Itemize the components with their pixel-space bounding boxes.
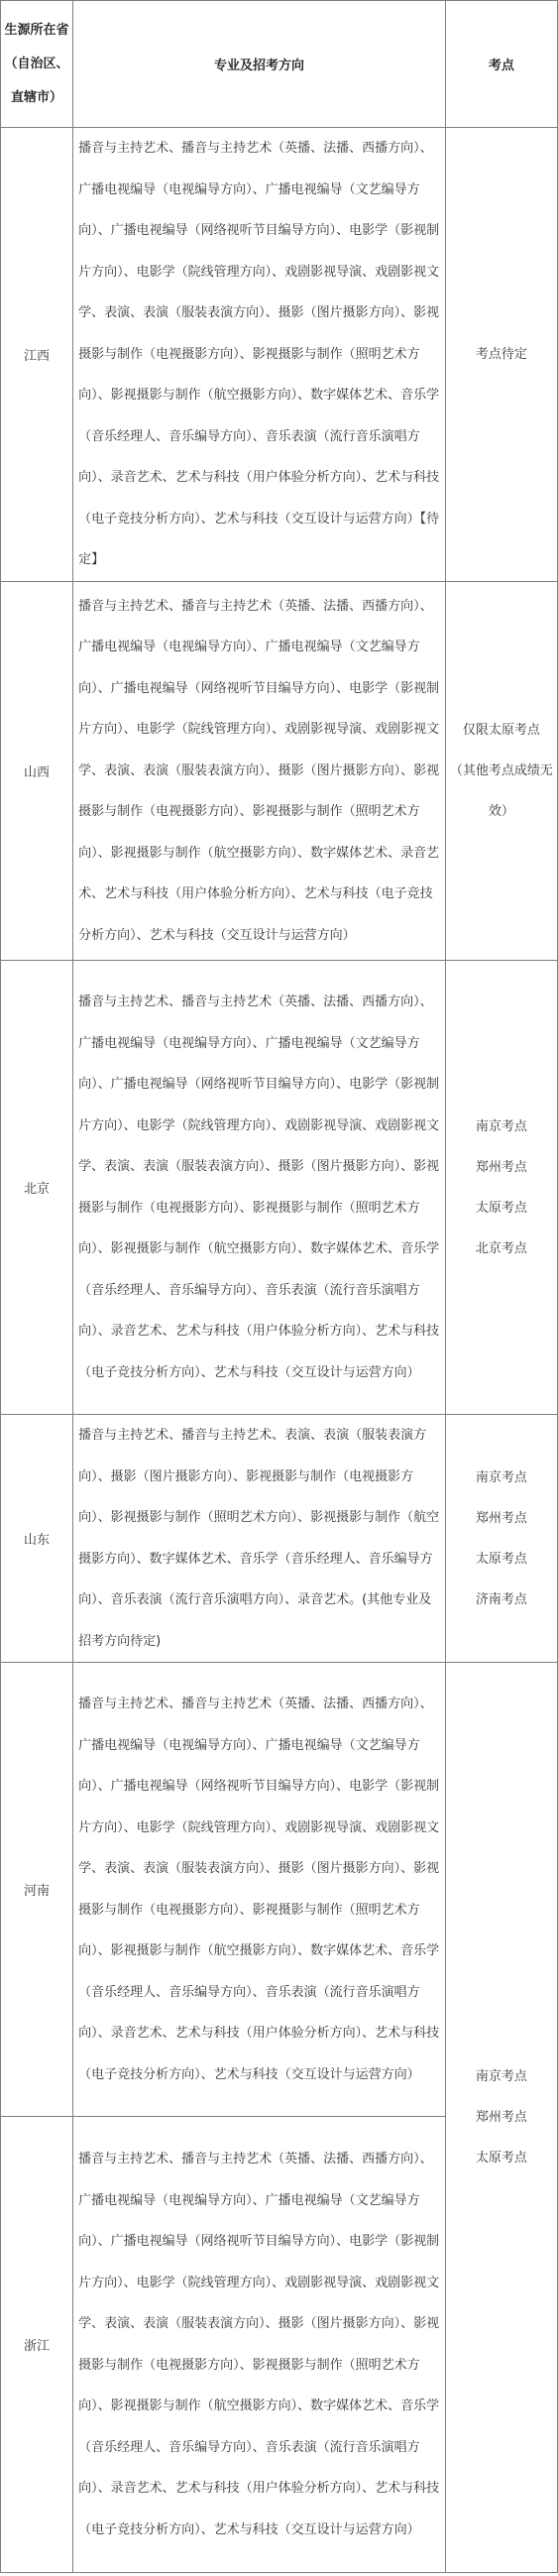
exam-site: 南京考点 bbox=[475, 2069, 527, 2084]
majors-cell: 播音与主持艺术、播音与主持艺术（英播、法播、西播方向）、广播电视编导（电视编导方向）、广播电视编导（文艺编导方向）、广播电视编导（网络视听节目编导方向）、电影学（影视制片方向）、电影学（院线管理方向）、戏剧影视导演、戏剧影视文学、表演、表演（服装表演方向）、摄影（图片摄影方向）、影视摄影与制作（电视摄影方向）、影视摄影与制作（照明艺术方向）、影视摄影与制作（航空摄影方向）、数字媒体艺术、音乐学（音乐经理人、音乐编导方向）、音乐表演（流行音乐演唱方向）、录音艺术、艺术与科技（用户体验分析方向）、艺术与科技（电子竞技分析方向）、艺术与科技（交互设计与运营方向） bbox=[73, 1663, 446, 2117]
header-majors: 专业及招考方向 bbox=[73, 1, 446, 128]
exam-site: 济南考点 bbox=[475, 1591, 527, 1607]
exam-site: 仅限太原考点 bbox=[462, 723, 540, 738]
exam-site: 太原考点 bbox=[475, 1200, 527, 1216]
province-cell: 山西 bbox=[1, 582, 73, 961]
exam-site: 郑州考点 bbox=[475, 1159, 527, 1175]
table-row-shandong bbox=[1, 1415, 558, 1663]
majors-cell: 播音与主持艺术、播音与主持艺术（英播、法播、西播方向）、广播电视编导（电视编导方向）、广播电视编导（文艺编导方向）、广播电视编导（网络视听节目编导方向）、电影学（影视制片方向）、电影学（院线管理方向）、戏剧影视导演、戏剧影视文学、表演、表演（服装表演方向）、摄影（图片摄影方向）、影视摄影与制作（电视摄影方向）、影视摄影与制作（照明艺术方向）、影视摄影与制作（航空摄影方向）、数字媒体艺术、音乐学（音乐经理人、音乐编导方向）、音乐表演（流行音乐演唱方向）、录音艺术、艺术与科技（用户体验分析方向）、艺术与科技（电子竞技分析方向）、艺术与科技（交互设计与运营方向）【待定】 bbox=[73, 128, 446, 582]
majors-cell: 播音与主持艺术、播音与主持艺术（英播、法播、西播方向）、广播电视编导（电视编导方向）、广播电视编导（文艺编导方向）、广播电视编导（网络视听节目编导方向）、电影学（影视制片方向）、电影学（院线管理方向）、戏剧影视导演、戏剧影视文学、表演、表演（服装表演方向）、摄影（图片摄影方向）、影视摄影与制作（电视摄影方向）、影视摄影与制作（照明艺术方向）、影视摄影与制作（航空摄影方向）、数字媒体艺术、音乐学（音乐经理人、音乐编导方向）、音乐表演（流行音乐演唱方向）、录音艺术、艺术与科技（用户体验分析方向）、艺术与科技（电子竞技分析方向）、艺术与科技（交互设计与运营方向） bbox=[73, 961, 446, 1415]
province-cell: 江西 bbox=[1, 128, 73, 582]
exam-site: 南京考点 bbox=[475, 1469, 527, 1485]
header-origin-province bbox=[1, 1, 73, 128]
table-row-shanxi bbox=[1, 582, 558, 961]
table-row-jiangxi bbox=[1, 128, 558, 582]
table-header-row bbox=[1, 1, 558, 128]
sites-cell bbox=[445, 128, 557, 582]
header-origin-line3: 直辖市） bbox=[11, 89, 63, 105]
table-row-beijing bbox=[1, 961, 558, 1415]
exam-site: 考点待定 bbox=[475, 347, 527, 362]
exam-site: 太原考点 bbox=[475, 2151, 527, 2166]
sites-cell-shared bbox=[445, 1663, 557, 2573]
table-row-henan bbox=[1, 1663, 558, 2117]
header-sites: 考点 bbox=[445, 1, 557, 128]
header-origin-line1: 生源所在省 bbox=[4, 22, 69, 38]
majors-cell: 播音与主持艺术、播音与主持艺术（英播、法播、西播方向）、广播电视编导（电视编导方向）、广播电视编导（文艺编导方向）、广播电视编导（网络视听节目编导方向）、电影学（影视制片方向）、电影学（院线管理方向）、戏剧影视导演、戏剧影视文学、表演、表演（服装表演方向）、摄影（图片摄影方向）、影视摄影与制作（电视摄影方向）、影视摄影与制作（照明艺术方向）、影视摄影与制作（航空摄影方向）、数字媒体艺术、音乐学（音乐经理人、音乐编导方向）、音乐表演（流行音乐演唱方向）、录音艺术、艺术与科技（用户体验分析方向）、艺术与科技（电子竞技分析方向）、艺术与科技（交互设计与运营方向） bbox=[73, 2117, 446, 2573]
sites-cell bbox=[445, 961, 557, 1415]
exam-site: 太原考点 bbox=[475, 1551, 527, 1567]
exam-site: 郑州考点 bbox=[475, 2110, 527, 2125]
exam-site: 北京考点 bbox=[475, 1240, 527, 1256]
header-origin-line2: （自治区、 bbox=[4, 56, 69, 71]
sites-cell bbox=[445, 1415, 557, 1663]
exam-site-note: （其他考点成绩无效） bbox=[449, 763, 553, 819]
province-cell: 浙江 bbox=[1, 2117, 73, 2573]
sites-cell bbox=[445, 582, 557, 961]
exam-site: 郑州考点 bbox=[475, 1510, 527, 1526]
province-cell: 河南 bbox=[1, 1663, 73, 2117]
majors-cell: 播音与主持艺术、播音与主持艺术、表演、表演（服装表演方向）、摄影（图片摄影方向）、影视摄影与制作（电视摄影方向）、影视摄影与制作（照明艺术方向）、影视摄影与制作（航空摄影方向）、数字媒体艺术、音乐学（音乐经理人、音乐编导方向）、音乐表演（流行音乐演唱方向）、录音艺术。(其他专业及招考方向待定) bbox=[73, 1415, 446, 1663]
province-cell: 北京 bbox=[1, 961, 73, 1415]
majors-cell: 播音与主持艺术、播音与主持艺术（英播、法播、西播方向）、广播电视编导（电视编导方向）、广播电视编导（文艺编导方向）、广播电视编导（网络视听节目编导方向）、电影学（影视制片方向）、电影学（院线管理方向）、戏剧影视导演、戏剧影视文学、表演、表演（服装表演方向）、摄影（图片摄影方向）、影视摄影与制作（电视摄影方向）、影视摄影与制作（照明艺术方向）、影视摄影与制作（航空摄影方向）、数字媒体艺术、录音艺术、艺术与科技（用户体验分析方向）、艺术与科技（电子竞技分析方向）、艺术与科技（交互设计与运营方向） bbox=[73, 582, 446, 961]
exam-site: 南京考点 bbox=[475, 1118, 527, 1134]
province-cell: 山东 bbox=[1, 1415, 73, 1663]
